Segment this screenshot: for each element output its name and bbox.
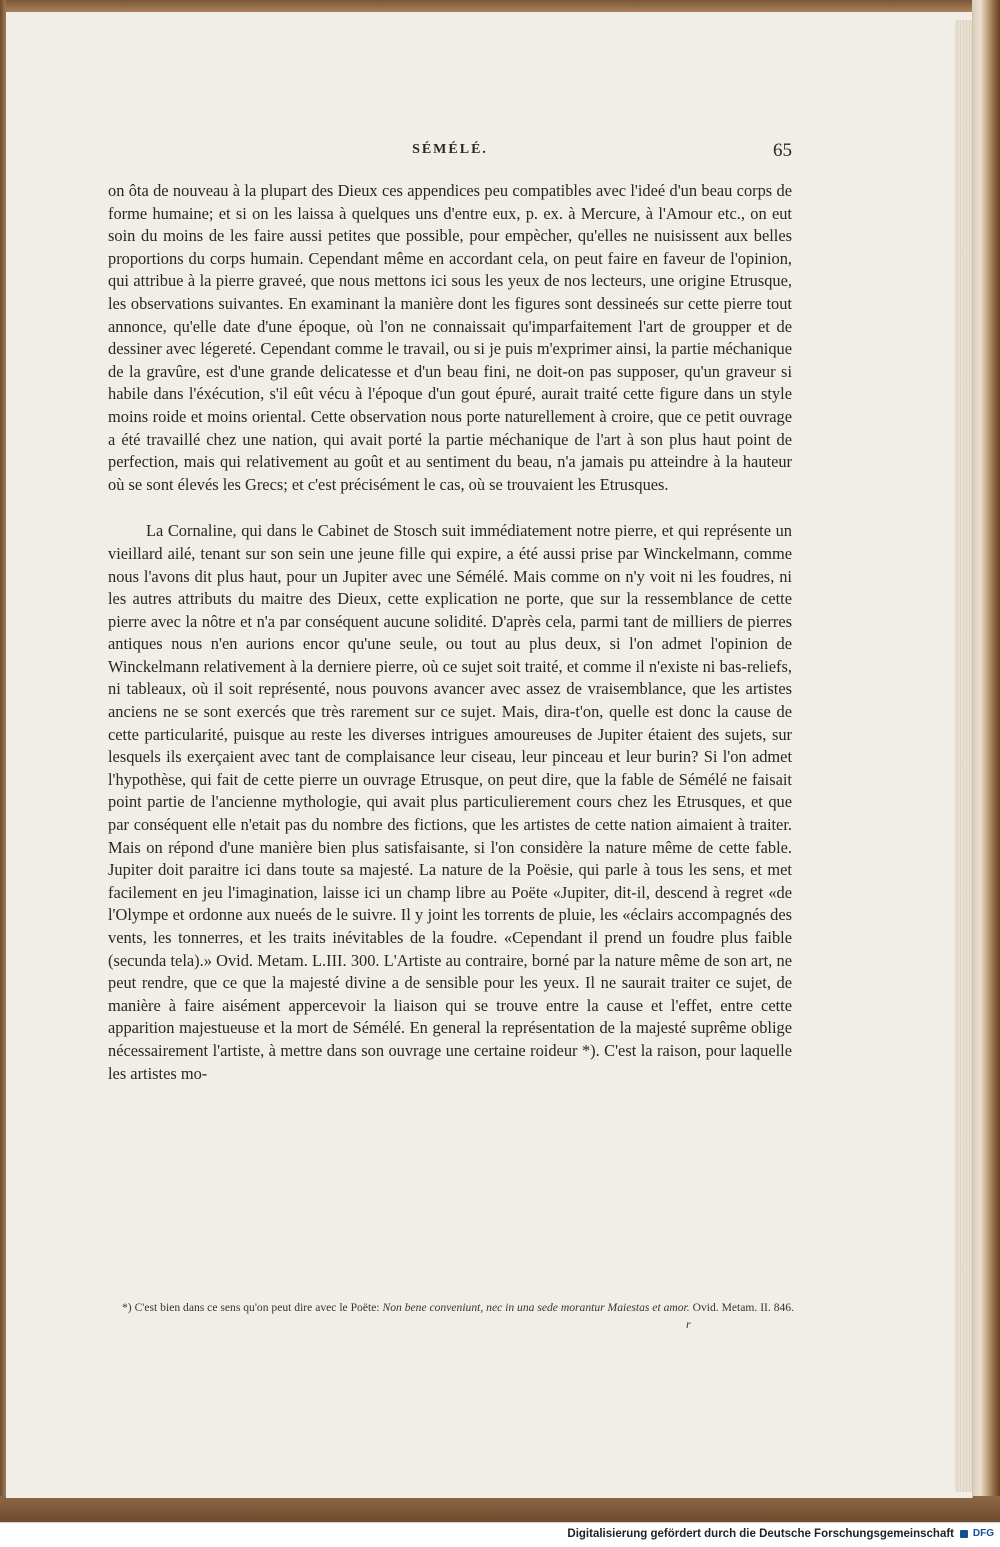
body-text: [108, 180, 792, 1085]
footer-credit[interactable]: Digitalisierung gefördert durch die Deutsche Forschungsgemeinschaft: [567, 1528, 954, 1540]
running-title: SÉMÉLÉ.: [412, 142, 488, 157]
signature-mark: r: [686, 1317, 691, 1331]
book-spine-edge: [972, 0, 1000, 1520]
page-stack-edge: [955, 20, 972, 1492]
paragraph-1: on ôta de nouveau à la plupart des Dieux ces appendices peu compatibles avec l'ideé d'un beau corps de forme humaine; et si on les laissa à quelques uns d'entre eux, p. ex. à Mercure, à l'Amour etc., on eut soin du moins de les faire aussi petites que possible, pour empècher, qu'elles ne nuisissent aux belles proportions du corps humain. Cependant même en accordant cela, on peut faire en faveur de l'opinion, qui attribue à la pierre graveé, que nous mettons ici sous les yeux de nos lecteurs, une origine Etrusque, les observations suivantes. En examinant la manière dont les figures sont dessineés sur cette pierre tout annonce, qu'elle date d'une époque, où l'on ne connaissait qu'imparfaitement l'art de groupper et de dessiner avec légereté. Cependant comme le travail, ou si je puis m'exprimer ainsi, la partie méchanique de la gravûre, est d'une grande delicatesse et d'un beau fini, ne doit-on pas supposer, qu'un graveur si habile dans l'éxécution, s'il eût vécu à l'époque d'un gout épuré, aurait traité cette figure dans un style moins roide et moins oriental. Cette observation nous porte naturellement à croire, que ce petit ouvrage a été travaillé chez une nation, qui avait porté la partie méchanique de l'art à son plus haut point de perfection, mais qui relativement au goût et au sentiment du beau, n'a jamais pu atteindre à la hauteur où se sont élevés les Grecs; et c'est précisément le cas, où se trouvaient les Etrusques.: [108, 181, 792, 494]
footnote-marker: *): [122, 1301, 132, 1314]
page-header: [108, 140, 792, 164]
footnote-text: C'est bien dans ce sens qu'on peut dire avec le Poëte:: [134, 1301, 380, 1314]
dfg-logo-icon[interactable]: DFG: [960, 1527, 994, 1541]
book-cover-bottom: [0, 1496, 1000, 1522]
footer-bar: [0, 1522, 1000, 1547]
footnote: [108, 1298, 798, 1318]
footnote-citation: Ovid. Metam. II. 846.: [692, 1301, 795, 1314]
paragraph-2: La Cornaline, qui dans le Cabinet de Stosch suit immédiatement notre pierre, et qui représente un vieillard ailé, tenant sur son sein une jeune fille qui expire, a été aussi prise par Winckelmann, comme nous l'avons dit plus haut, pour un Jupiter avec une Sémélé. Mais comme on n'y voit ni les foudres, ni les autres attributs du maitre des Dieux, cette explication ne porte, que sur la ressemblance de cette pierre avec la nôtre et n'a par conséquent aucune solidité. D'après cela, parmi tant de milliers de pierres antiques nous n'en aurions encor qu'une seule, ou tout au plus deux, si l'on admet l'opinion de Winckelmann relativement à la derniere pierre, où ce sujet soit traité, et comme il n'existe ni bas-reliefs, ni tableaux, où il soit représenté, nous pouvons avancer avec assez de vraisemblance, que les artistes anciens ne se sont exercés que très rarement sur ce sujet. Mais, dira-t'on, quelle est donc la cause de cette particularité, puisque au reste les diverses intrigues amoureuses de Jupiter étaient des sujets, sur lesquels ils exerçaient avec tant de complaisance leur ciseau, leur pinceau et leur burin? Si l'on admet l'hypothèse, qui fait de cette pierre un ouvrage Etrusque, on peut dire, que la fable de Sémélé ne faisait point partie de l'ancienne mythologie, qui avait plus particulierement cours chez les Etrusques, et que par conséquent elle n'etait pas du nombre des fictions, que les artistes de cette nation aimaient à traiter. Mais on répond d'une manière bien plus satisfaisante, si l'on considère la nature même de cette fable. Jupiter doit paraitre ici dans toute sa majesté. La nature de la Poësie, qui parle à tous les sens, et met facilement en jeu l'imagination, laisse ici un champ libre au Poëte «Jupiter, dit-il, descend à regret «de l'Olympe et ordonne aux nueés de le suivre. Il y joint les torrents de pluie, les «éclairs accompagnés des vents, les tonnerres, et les traits inévitables de la foudre. «Cependant il prend un foudre plus faible (secunda tela).» Ovid. Metam. L.III. 300. L'Artiste au contraire, borné par la nature même de son art, ne peut rendre, que ce que la majesté divine a de sensible pour les yeux. Il ne saurait traiter ce sujet, de manière à faire aisément appercevoir la liaison qui se trouve entre la cause et l'effet, entre cette apparition majestueuse et la mort de Sémélé. En general la représentation de la majesté suprême oblige nécessairement l'artiste, à mettre dans son ouvrage une certaine roideur *). C'est la raison, pour laquelle les artistes mo-: [108, 521, 792, 1083]
page-number: 65: [773, 140, 792, 161]
footnote-quote: Non bene conveniunt, nec in una sede morantur Maiestas et amor.: [382, 1301, 690, 1314]
